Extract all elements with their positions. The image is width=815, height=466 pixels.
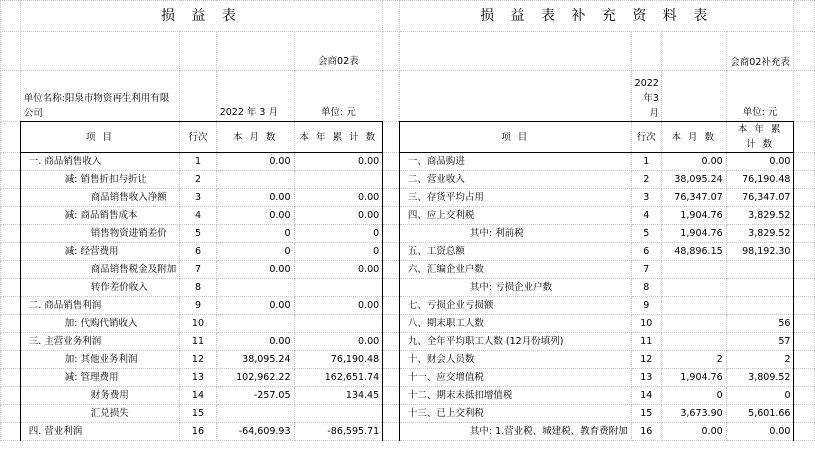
left-line-cell[interactable]: 6 bbox=[180, 243, 216, 261]
right-line-cell[interactable]: 9 bbox=[631, 297, 661, 315]
left-ytd-cell[interactable]: 162,651.74 bbox=[294, 369, 383, 387]
right-item-cell[interactable]: 八、期末职工人数 bbox=[399, 315, 631, 333]
right-line-cell[interactable]: 2 bbox=[631, 171, 661, 189]
left-ytd-cell[interactable] bbox=[294, 405, 383, 423]
right-month-cell[interactable]: 1,904.76 bbox=[661, 225, 726, 243]
right-ytd-cell[interactable] bbox=[726, 279, 794, 297]
table-row bbox=[1, 315, 815, 333]
left-month-cell[interactable] bbox=[216, 315, 294, 333]
left-ytd-cell[interactable] bbox=[294, 279, 383, 297]
gutter-cell[interactable] bbox=[794, 207, 815, 225]
left-item-cell[interactable]: 商品销售税金及附加 bbox=[20, 261, 180, 279]
left-header-ytd: 本 年 累 计 数 bbox=[294, 122, 383, 153]
right-header-line: 行次 bbox=[631, 122, 661, 153]
left-ytd-cell[interactable]: -86,595.71 bbox=[294, 423, 383, 441]
right-header-item: 项 目 bbox=[399, 122, 631, 153]
left-ytd-cell[interactable]: 0.00 bbox=[294, 153, 383, 171]
left-item-cell[interactable]: 转作差价收入 bbox=[20, 279, 180, 297]
gutter-cell[interactable] bbox=[1, 171, 21, 189]
right-form-code: 会商02补充表 bbox=[726, 32, 794, 71]
left-ytd-cell[interactable]: 0.00 bbox=[294, 189, 383, 207]
left-item-cell[interactable]: 减: 销售折扣与折让 bbox=[20, 171, 180, 189]
gutter-cell[interactable] bbox=[1, 297, 21, 315]
left-month-cell[interactable]: 0 bbox=[216, 243, 294, 261]
left-line-cell[interactable]: 16 bbox=[180, 423, 216, 441]
left-line-cell[interactable]: 11 bbox=[180, 333, 216, 351]
spacer-cell[interactable] bbox=[383, 405, 400, 423]
left-month-cell[interactable]: -64,609.93 bbox=[216, 423, 294, 441]
right-line-cell[interactable]: 14 bbox=[631, 387, 661, 405]
left-month-cell[interactable]: 38,095.24 bbox=[216, 351, 294, 369]
left-ytd-cell[interactable] bbox=[294, 171, 383, 189]
right-line-cell[interactable]: 1 bbox=[631, 153, 661, 171]
spacer-cell[interactable] bbox=[383, 171, 400, 189]
gutter-cell[interactable] bbox=[794, 423, 815, 441]
right-item-cell[interactable]: 六、汇编企业户数 bbox=[399, 261, 631, 279]
right-item-cell[interactable]: 十三、已上交利税 bbox=[399, 405, 631, 423]
right-line-cell[interactable]: 5 bbox=[631, 225, 661, 243]
left-month-cell[interactable] bbox=[216, 171, 294, 189]
right-line-cell[interactable]: 16 bbox=[631, 423, 661, 441]
gutter-cell[interactable] bbox=[794, 405, 815, 423]
gutter-cell[interactable] bbox=[1, 405, 21, 423]
gutter-cell[interactable] bbox=[794, 261, 815, 279]
table-row bbox=[1, 405, 815, 423]
gutter-cell[interactable] bbox=[1, 351, 21, 369]
right-line-cell[interactable]: 11 bbox=[631, 333, 661, 351]
left-ytd-cell[interactable]: 134.45 bbox=[294, 387, 383, 405]
right-month-cell[interactable] bbox=[661, 333, 726, 351]
left-line-cell[interactable]: 15 bbox=[180, 405, 216, 423]
spacer-cell[interactable] bbox=[383, 207, 400, 225]
spacer-cell[interactable] bbox=[383, 369, 400, 387]
right-item-cell[interactable]: 二、营业收入 bbox=[399, 171, 631, 189]
gutter-cell[interactable] bbox=[1, 423, 21, 441]
right-unit: 单位: 元 bbox=[726, 71, 794, 122]
left-item-cell[interactable]: 加: 其他业务利润 bbox=[20, 351, 180, 369]
right-ytd-cell[interactable] bbox=[726, 261, 794, 279]
gutter-cell[interactable] bbox=[1, 279, 21, 297]
left-header-item: 项 目 bbox=[20, 122, 180, 153]
table-row bbox=[1, 153, 815, 171]
right-line-cell[interactable]: 6 bbox=[631, 243, 661, 261]
left-item-cell[interactable]: 减: 商品销售成本 bbox=[20, 207, 180, 225]
right-ytd-cell[interactable]: 76,347.07 bbox=[726, 189, 794, 207]
left-item-cell[interactable]: 销售物资进销差价 bbox=[20, 225, 180, 243]
right-line-cell[interactable]: 4 bbox=[631, 207, 661, 225]
gutter-cell[interactable] bbox=[383, 1, 400, 32]
right-header-ytd: 本 年 累 计 数 bbox=[726, 122, 794, 153]
gutter-cell[interactable] bbox=[1, 369, 21, 387]
spacer-cell[interactable] bbox=[383, 315, 400, 333]
table-row bbox=[1, 225, 815, 243]
right-item-cell[interactable]: 三、存货平均占用 bbox=[399, 189, 631, 207]
right-line-cell[interactable]: 10 bbox=[631, 315, 661, 333]
left-month-cell[interactable]: 0.00 bbox=[216, 207, 294, 225]
gutter-cell[interactable] bbox=[794, 297, 815, 315]
right-ytd-cell[interactable]: 0.00 bbox=[726, 423, 794, 441]
right-ytd-cell[interactable]: 98,192.30 bbox=[726, 243, 794, 261]
right-item-cell[interactable]: 七、亏损企业亏损额 bbox=[399, 297, 631, 315]
gutter-cell[interactable] bbox=[1, 189, 21, 207]
gutter-cell[interactable] bbox=[1, 243, 21, 261]
left-line-cell[interactable]: 3 bbox=[180, 189, 216, 207]
unit-name: 单位名称:阳泉市物资再生利用有限公司 bbox=[20, 71, 180, 122]
right-item-cell[interactable]: 其中: 利前税 bbox=[399, 225, 631, 243]
left-month-cell[interactable]: 0.00 bbox=[216, 297, 294, 315]
gutter-cell[interactable] bbox=[1, 207, 21, 225]
left-line-cell[interactable]: 10 bbox=[180, 315, 216, 333]
left-item-cell[interactable]: 汇兑损失 bbox=[20, 405, 180, 423]
right-month-cell[interactable]: 76,347.07 bbox=[661, 189, 726, 207]
right-title: 损 益 表 补 充 资 料 表 bbox=[399, 1, 794, 32]
right-period: 2022年3月 bbox=[631, 71, 661, 122]
right-header-month: 本 月 数 bbox=[661, 122, 726, 153]
gutter-cell[interactable] bbox=[794, 279, 815, 297]
right-month-cell[interactable] bbox=[661, 279, 726, 297]
spacer-cell[interactable] bbox=[383, 423, 400, 441]
left-line-cell[interactable]: 4 bbox=[180, 207, 216, 225]
right-item-cell[interactable]: 十一、应交增值税 bbox=[399, 369, 631, 387]
left-month-cell[interactable]: 0 bbox=[216, 225, 294, 243]
right-item-cell[interactable]: 其中: 亏损企业户数 bbox=[399, 279, 631, 297]
left-line-cell[interactable]: 13 bbox=[180, 369, 216, 387]
spacer-cell[interactable] bbox=[383, 225, 400, 243]
right-item-cell[interactable]: 其中: 1.营业税、城建税、教育费附加 bbox=[399, 423, 631, 441]
left-item-cell[interactable]: 商品销售收入净额 bbox=[20, 189, 180, 207]
left-line-cell[interactable]: 1 bbox=[180, 153, 216, 171]
left-ytd-cell[interactable] bbox=[294, 315, 383, 333]
right-month-cell[interactable] bbox=[661, 261, 726, 279]
right-ytd-cell[interactable]: 5,601.66 bbox=[726, 405, 794, 423]
left-line-cell[interactable]: 12 bbox=[180, 351, 216, 369]
right-month-cell[interactable]: 0.00 bbox=[661, 153, 726, 171]
spacer-cell[interactable] bbox=[383, 333, 400, 351]
table-row bbox=[1, 279, 815, 297]
right-month-cell[interactable]: 48,896.15 bbox=[661, 243, 726, 261]
table-row bbox=[1, 189, 815, 207]
table-row bbox=[1, 351, 815, 369]
right-ytd-cell[interactable]: 56 bbox=[726, 315, 794, 333]
right-item-cell[interactable]: 四、应上交利税 bbox=[399, 207, 631, 225]
gutter-cell[interactable] bbox=[1, 225, 21, 243]
right-month-cell[interactable] bbox=[661, 315, 726, 333]
right-month-cell[interactable]: 1,904.76 bbox=[661, 207, 726, 225]
spacer-cell[interactable] bbox=[383, 297, 400, 315]
left-item-cell[interactable]: 三. 主营业务利润 bbox=[20, 333, 180, 351]
left-line-cell[interactable]: 2 bbox=[180, 171, 216, 189]
gutter-cell[interactable] bbox=[1, 1, 21, 32]
gutter-cell[interactable] bbox=[794, 225, 815, 243]
spacer-cell[interactable] bbox=[383, 153, 400, 171]
gutter-cell[interactable] bbox=[794, 243, 815, 261]
left-period: 2022 年 3 月 bbox=[216, 71, 294, 122]
table-row bbox=[1, 207, 815, 225]
left-line-cell[interactable]: 5 bbox=[180, 225, 216, 243]
left-item-cell[interactable]: 减: 管理费用 bbox=[20, 369, 180, 387]
right-line-cell[interactable]: 7 bbox=[631, 261, 661, 279]
right-ytd-cell[interactable]: 3,829.52 bbox=[726, 225, 794, 243]
right-ytd-cell[interactable]: 2 bbox=[726, 351, 794, 369]
left-unit: 单位: 元 bbox=[294, 71, 383, 122]
left-month-cell[interactable]: 0.00 bbox=[216, 261, 294, 279]
gutter-cell[interactable] bbox=[794, 171, 815, 189]
right-ytd-cell[interactable]: 3,829.52 bbox=[726, 207, 794, 225]
left-line-cell[interactable]: 9 bbox=[180, 297, 216, 315]
right-month-cell[interactable]: 0 bbox=[661, 387, 726, 405]
gutter-cell[interactable] bbox=[1, 315, 21, 333]
table-row bbox=[1, 261, 815, 279]
left-month-cell[interactable]: 0.00 bbox=[216, 333, 294, 351]
right-line-cell[interactable]: 13 bbox=[631, 369, 661, 387]
right-item-cell[interactable]: 五、工资总额 bbox=[399, 243, 631, 261]
table-row bbox=[1, 171, 815, 189]
left-month-cell[interactable]: -257.05 bbox=[216, 387, 294, 405]
gutter-cell[interactable] bbox=[1, 261, 21, 279]
right-line-cell[interactable]: 12 bbox=[631, 351, 661, 369]
left-title: 损 益 表 bbox=[20, 1, 382, 32]
right-month-cell[interactable]: 0.00 bbox=[661, 423, 726, 441]
right-month-cell[interactable]: 1,904.76 bbox=[661, 369, 726, 387]
right-line-cell[interactable]: 3 bbox=[631, 189, 661, 207]
left-header-line: 行次 bbox=[180, 122, 216, 153]
left-ytd-cell[interactable]: 0.00 bbox=[294, 297, 383, 315]
left-ytd-cell[interactable]: 0.00 bbox=[294, 333, 383, 351]
right-ytd-cell[interactable]: 76,190.48 bbox=[726, 171, 794, 189]
gutter-cell[interactable] bbox=[1, 387, 21, 405]
left-month-cell[interactable]: 0.00 bbox=[216, 153, 294, 171]
left-line-cell[interactable]: 8 bbox=[180, 279, 216, 297]
right-item-cell[interactable]: 十、财会人员数 bbox=[399, 351, 631, 369]
left-ytd-cell[interactable]: 0 bbox=[294, 243, 383, 261]
left-month-cell[interactable]: 0.00 bbox=[216, 189, 294, 207]
table-row bbox=[1, 387, 815, 405]
left-item-cell[interactable]: 减: 经营费用 bbox=[20, 243, 180, 261]
spacer-cell[interactable] bbox=[383, 351, 400, 369]
right-month-cell[interactable]: 2 bbox=[661, 351, 726, 369]
left-ytd-cell[interactable]: 76,190.48 bbox=[294, 351, 383, 369]
right-ytd-cell[interactable]: 0 bbox=[726, 387, 794, 405]
left-item-cell[interactable]: 二. 商品销售利润 bbox=[20, 297, 180, 315]
left-form-code: 会商02表 bbox=[294, 32, 383, 71]
table-row bbox=[1, 369, 815, 387]
gutter-cell[interactable] bbox=[1, 333, 21, 351]
gutter-cell[interactable] bbox=[794, 315, 815, 333]
right-month-cell[interactable] bbox=[661, 297, 726, 315]
gutter-cell[interactable] bbox=[1, 153, 21, 171]
table-row bbox=[1, 297, 815, 315]
right-item-cell[interactable]: 一、商品购进 bbox=[399, 153, 631, 171]
left-ytd-cell[interactable]: 0.00 bbox=[294, 261, 383, 279]
left-item-cell[interactable]: 四. 营业利润 bbox=[20, 423, 180, 441]
gutter-cell[interactable] bbox=[794, 153, 815, 171]
gutter-cell[interactable] bbox=[794, 369, 815, 387]
left-line-cell[interactable]: 14 bbox=[180, 387, 216, 405]
right-ytd-cell[interactable]: 0.00 bbox=[726, 153, 794, 171]
left-line-cell[interactable]: 7 bbox=[180, 261, 216, 279]
right-month-cell[interactable]: 38,095.24 bbox=[661, 171, 726, 189]
gutter-cell[interactable] bbox=[794, 351, 815, 369]
gutter-cell[interactable] bbox=[794, 387, 815, 405]
left-month-cell[interactable]: 102,962.22 bbox=[216, 369, 294, 387]
right-item-cell[interactable]: 十二、期末未抵扣增值税 bbox=[399, 387, 631, 405]
left-item-cell[interactable]: 一. 商品销售收入 bbox=[20, 153, 180, 171]
gutter-cell[interactable] bbox=[794, 189, 815, 207]
spacer-cell[interactable] bbox=[383, 261, 400, 279]
right-line-cell[interactable]: 15 bbox=[631, 405, 661, 423]
spacer-cell[interactable] bbox=[383, 279, 400, 297]
right-ytd-cell[interactable] bbox=[726, 297, 794, 315]
left-header-month: 本 月 数 bbox=[216, 122, 294, 153]
left-ytd-cell[interactable]: 0.00 bbox=[294, 207, 383, 225]
spacer-cell[interactable] bbox=[383, 189, 400, 207]
table-row bbox=[1, 333, 815, 351]
spacer-cell[interactable] bbox=[383, 387, 400, 405]
left-ytd-cell[interactable]: 0 bbox=[294, 225, 383, 243]
right-ytd-cell[interactable]: 3,809.52 bbox=[726, 369, 794, 387]
left-item-cell[interactable]: 加: 代购代销收入 bbox=[20, 315, 180, 333]
right-month-cell[interactable]: 3,673.90 bbox=[661, 405, 726, 423]
left-month-cell[interactable] bbox=[216, 405, 294, 423]
spacer-cell[interactable] bbox=[383, 243, 400, 261]
right-ytd-cell[interactable]: 57 bbox=[726, 333, 794, 351]
right-line-cell[interactable]: 8 bbox=[631, 279, 661, 297]
right-item-cell[interactable]: 九、全年平均职工人数 (12月份填列) bbox=[399, 333, 631, 351]
gutter-cell[interactable] bbox=[794, 1, 815, 32]
gutter-cell[interactable] bbox=[794, 333, 815, 351]
table-row bbox=[1, 423, 815, 441]
left-item-cell[interactable]: 财务费用 bbox=[20, 387, 180, 405]
left-month-cell[interactable] bbox=[216, 279, 294, 297]
table-row bbox=[1, 243, 815, 261]
